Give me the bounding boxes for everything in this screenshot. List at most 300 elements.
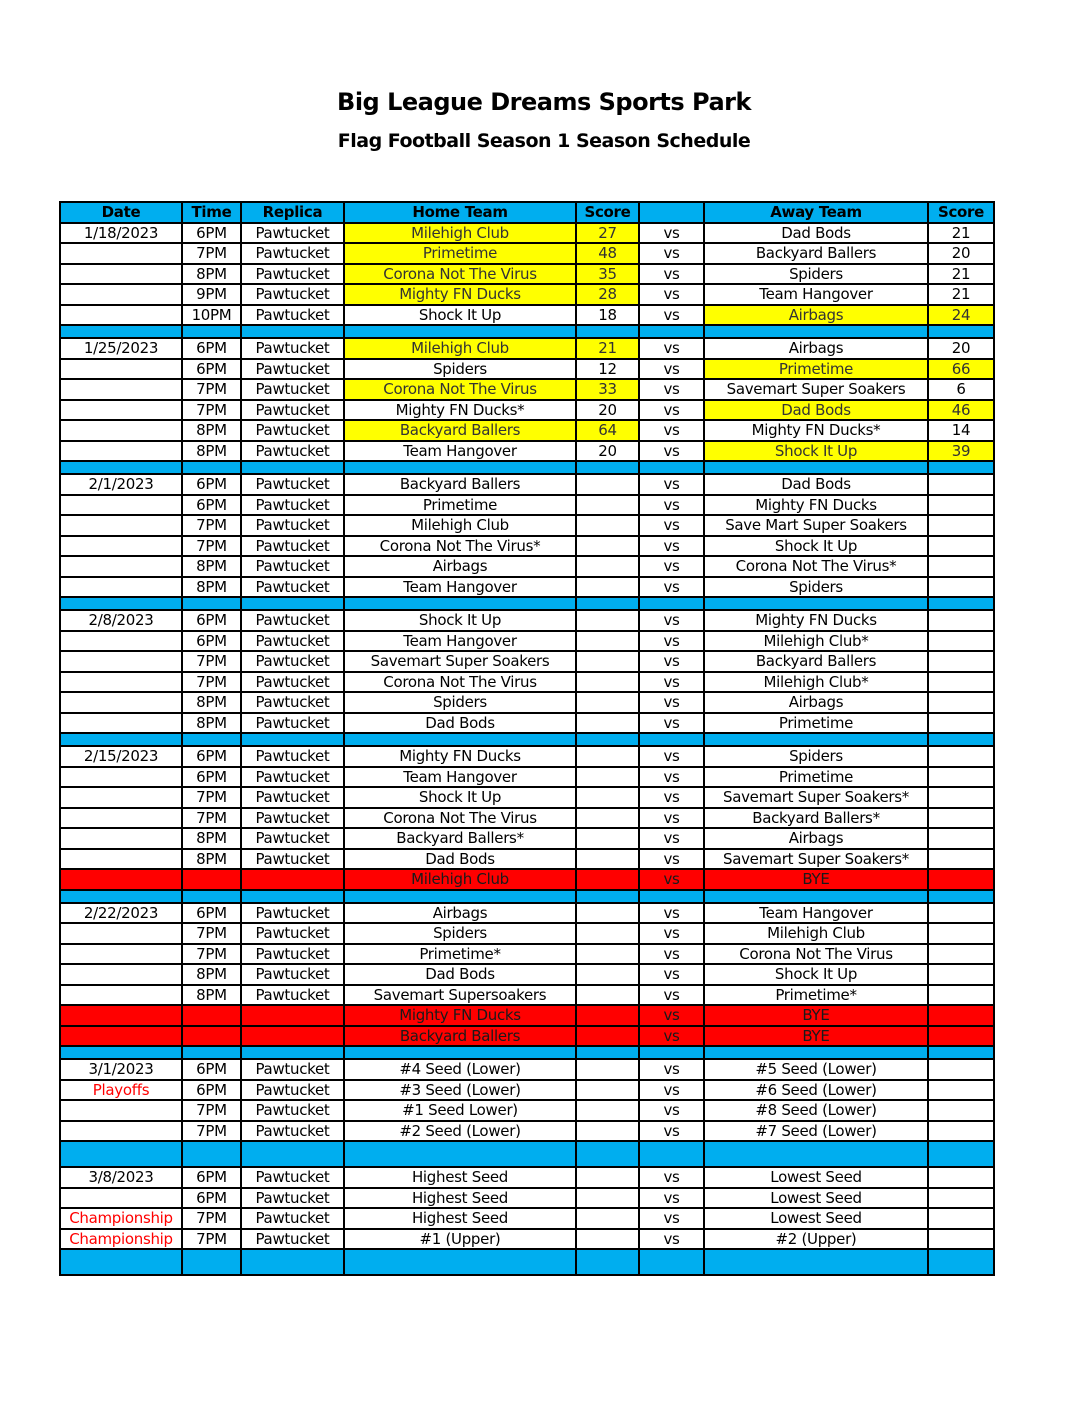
col-vs <box>639 202 704 223</box>
home-team-cell: Milehigh Club <box>344 869 576 890</box>
vs-cell: vs <box>639 441 704 462</box>
away-team-cell: #6 Seed (Lower) <box>704 1080 928 1101</box>
table-row <box>60 1121 994 1142</box>
vs-cell: vs <box>639 305 704 326</box>
home-score-cell: 21 <box>576 338 639 359</box>
date-cell <box>60 515 182 536</box>
home-score-cell <box>576 1026 639 1047</box>
away-team-cell: Airbags <box>704 305 928 326</box>
home-score-cell <box>576 610 639 631</box>
replica-cell: Pawtucket <box>241 1059 344 1080</box>
home-score-cell <box>576 808 639 829</box>
away-team-cell: Corona Not The Virus <box>704 944 928 965</box>
vs-cell: vs <box>639 1208 704 1229</box>
date-cell <box>60 985 182 1006</box>
away-team-cell: Dad Bods <box>704 474 928 495</box>
date-cell <box>60 849 182 870</box>
date-cell <box>60 767 182 788</box>
away-team-cell: Airbags <box>704 338 928 359</box>
time-cell: 6PM <box>182 1188 241 1209</box>
separator-cell <box>576 597 639 610</box>
date-cell <box>60 441 182 462</box>
separator-cell <box>60 461 182 474</box>
separator-cell <box>704 890 928 903</box>
date-cell <box>60 1026 182 1047</box>
vs-cell: vs <box>639 420 704 441</box>
away-team-cell: Lowest Seed <box>704 1208 928 1229</box>
away-team-cell: Save Mart Super Soakers <box>704 515 928 536</box>
away-team-cell: Airbags <box>704 828 928 849</box>
home-score-cell <box>576 631 639 652</box>
vs-cell: vs <box>639 284 704 305</box>
table-row <box>60 985 994 1006</box>
separator-row <box>60 597 994 610</box>
date-cell: Championship <box>60 1208 182 1229</box>
away-team-cell: Shock It Up <box>704 536 928 557</box>
home-score-cell: 27 <box>576 223 639 244</box>
home-score-cell <box>576 767 639 788</box>
table-row <box>60 305 994 326</box>
home-team-cell: Mighty FN Ducks* <box>344 400 576 421</box>
time-cell: 7PM <box>182 944 241 965</box>
table-row <box>60 420 994 441</box>
home-team-cell: Backyard Ballers <box>344 420 576 441</box>
home-score-cell: 12 <box>576 359 639 380</box>
replica-cell: Pawtucket <box>241 828 344 849</box>
replica-cell: Pawtucket <box>241 1100 344 1121</box>
separator-cell <box>639 597 704 610</box>
away-score-cell <box>928 808 994 829</box>
away-team-cell: Primetime <box>704 767 928 788</box>
vs-cell: vs <box>639 672 704 693</box>
time-cell: 7PM <box>182 923 241 944</box>
vs-cell: vs <box>639 1059 704 1080</box>
separator-cell <box>928 325 994 338</box>
away-team-cell: BYE <box>704 1005 928 1026</box>
separator-cell <box>704 461 928 474</box>
home-score-cell <box>576 474 639 495</box>
home-team-cell: Airbags <box>344 903 576 924</box>
date-cell <box>60 243 182 264</box>
time-cell: 7PM <box>182 1229 241 1250</box>
date-cell <box>60 692 182 713</box>
date-cell <box>60 264 182 285</box>
separator-cell <box>704 1046 928 1059</box>
away-score-cell <box>928 631 994 652</box>
home-team-cell: Airbags <box>344 556 576 577</box>
replica-cell <box>241 869 344 890</box>
home-team-cell: Highest Seed <box>344 1208 576 1229</box>
col-time: Time <box>182 202 241 223</box>
time-cell: 7PM <box>182 243 241 264</box>
replica-cell: Pawtucket <box>241 243 344 264</box>
home-score-cell <box>576 651 639 672</box>
table-row <box>60 631 994 652</box>
time-cell: 8PM <box>182 985 241 1006</box>
away-team-cell: Lowest Seed <box>704 1188 928 1209</box>
time-cell: 6PM <box>182 767 241 788</box>
time-cell: 7PM <box>182 808 241 829</box>
away-score-cell <box>928 828 994 849</box>
replica-cell: Pawtucket <box>241 1080 344 1101</box>
home-score-cell <box>576 1167 639 1188</box>
separator-cell <box>60 597 182 610</box>
away-team-cell: Spiders <box>704 577 928 598</box>
separator-cell <box>241 1141 344 1167</box>
away-score-cell <box>928 849 994 870</box>
date-cell <box>60 869 182 890</box>
away-team-cell: #8 Seed (Lower) <box>704 1100 928 1121</box>
home-score-cell <box>576 923 639 944</box>
away-score-cell <box>928 474 994 495</box>
vs-cell: vs <box>639 985 704 1006</box>
home-score-cell: 35 <box>576 264 639 285</box>
away-score-cell <box>928 923 994 944</box>
replica-cell: Pawtucket <box>241 903 344 924</box>
home-team-cell: Primetime <box>344 243 576 264</box>
col-away-team: Away Team <box>704 202 928 223</box>
time-cell: 8PM <box>182 692 241 713</box>
separator-cell <box>928 597 994 610</box>
separator-row <box>60 325 994 338</box>
time-cell: 6PM <box>182 359 241 380</box>
separator-cell <box>182 1249 241 1275</box>
vs-cell: vs <box>639 713 704 734</box>
separator-cell <box>241 1249 344 1275</box>
date-cell: 2/1/2023 <box>60 474 182 495</box>
vs-cell: vs <box>639 964 704 985</box>
home-team-cell: Backyard Ballers* <box>344 828 576 849</box>
away-score-cell <box>928 610 994 631</box>
home-team-cell: Backyard Ballers <box>344 474 576 495</box>
home-team-cell: Corona Not The Virus <box>344 264 576 285</box>
time-cell: 6PM <box>182 495 241 516</box>
time-cell: 6PM <box>182 1080 241 1101</box>
table-row <box>60 338 994 359</box>
separator-cell <box>182 890 241 903</box>
vs-cell: vs <box>639 264 704 285</box>
home-team-cell: #2 Seed (Lower) <box>344 1121 576 1142</box>
separator-row <box>60 890 994 903</box>
separator-cell <box>344 1046 576 1059</box>
separator-cell <box>60 733 182 746</box>
away-team-cell: Airbags <box>704 692 928 713</box>
table-row <box>60 577 994 598</box>
time-cell <box>182 1005 241 1026</box>
replica-cell: Pawtucket <box>241 556 344 577</box>
replica-cell: Pawtucket <box>241 651 344 672</box>
away-score-cell <box>928 1167 994 1188</box>
time-cell: 6PM <box>182 903 241 924</box>
away-score-cell: 24 <box>928 305 994 326</box>
date-cell <box>60 556 182 577</box>
vs-cell: vs <box>639 923 704 944</box>
away-score-cell <box>928 651 994 672</box>
separator-cell <box>928 1141 994 1167</box>
time-cell: 7PM <box>182 515 241 536</box>
away-score-cell: 21 <box>928 223 994 244</box>
away-team-cell: Mighty FN Ducks* <box>704 420 928 441</box>
table-row <box>60 1188 994 1209</box>
separator-cell <box>576 1249 639 1275</box>
separator-cell <box>241 461 344 474</box>
home-score-cell <box>576 1188 639 1209</box>
replica-cell: Pawtucket <box>241 400 344 421</box>
away-team-cell: Shock It Up <box>704 964 928 985</box>
time-cell: 8PM <box>182 577 241 598</box>
replica-cell: Pawtucket <box>241 849 344 870</box>
home-score-cell: 28 <box>576 284 639 305</box>
separator-row <box>60 1046 994 1059</box>
time-cell: 7PM <box>182 1121 241 1142</box>
time-cell: 6PM <box>182 1059 241 1080</box>
away-team-cell: BYE <box>704 1026 928 1047</box>
separator-cell <box>928 1249 994 1275</box>
away-team-cell: Milehigh Club* <box>704 631 928 652</box>
home-team-cell: Highest Seed <box>344 1188 576 1209</box>
home-team-cell: Dad Bods <box>344 964 576 985</box>
separator-cell <box>182 597 241 610</box>
table-row <box>60 964 994 985</box>
vs-cell: vs <box>639 223 704 244</box>
home-team-cell: Team Hangover <box>344 767 576 788</box>
date-cell <box>60 672 182 693</box>
table-row <box>60 474 994 495</box>
separator-cell <box>639 1249 704 1275</box>
col-away-score: Score <box>928 202 994 223</box>
away-score-cell <box>928 556 994 577</box>
table-row <box>60 1229 994 1250</box>
table-row <box>60 944 994 965</box>
away-score-cell: 21 <box>928 264 994 285</box>
vs-cell: vs <box>639 243 704 264</box>
replica-cell: Pawtucket <box>241 787 344 808</box>
replica-cell: Pawtucket <box>241 495 344 516</box>
home-score-cell <box>576 495 639 516</box>
date-cell: 1/18/2023 <box>60 223 182 244</box>
away-score-cell <box>928 746 994 767</box>
col-home-score: Score <box>576 202 639 223</box>
away-score-cell <box>928 1229 994 1250</box>
separator-cell <box>576 890 639 903</box>
vs-cell: vs <box>639 808 704 829</box>
separator-cell <box>704 1249 928 1275</box>
away-team-cell: Milehigh Club <box>704 923 928 944</box>
away-score-cell: 39 <box>928 441 994 462</box>
vs-cell: vs <box>639 944 704 965</box>
replica-cell: Pawtucket <box>241 610 344 631</box>
vs-cell: vs <box>639 651 704 672</box>
away-team-cell: Savemart Super Soakers* <box>704 849 928 870</box>
away-team-cell: Team Hangover <box>704 903 928 924</box>
separator-cell <box>576 1046 639 1059</box>
col-replica: Replica <box>241 202 344 223</box>
col-home-team: Home Team <box>344 202 576 223</box>
replica-cell: Pawtucket <box>241 692 344 713</box>
home-score-cell: 20 <box>576 400 639 421</box>
away-score-cell <box>928 767 994 788</box>
home-team-cell: #3 Seed (Lower) <box>344 1080 576 1101</box>
separator-cell <box>928 890 994 903</box>
home-score-cell <box>576 869 639 890</box>
replica-cell: Pawtucket <box>241 359 344 380</box>
time-cell: 8PM <box>182 849 241 870</box>
time-cell: 7PM <box>182 400 241 421</box>
table-row <box>60 828 994 849</box>
time-cell: 6PM <box>182 746 241 767</box>
separator-cell <box>704 597 928 610</box>
home-team-cell: #4 Seed (Lower) <box>344 1059 576 1080</box>
away-score-cell <box>928 1026 994 1047</box>
vs-cell: vs <box>639 359 704 380</box>
home-score-cell: 20 <box>576 441 639 462</box>
col-date: Date <box>60 202 182 223</box>
separator-cell <box>241 325 344 338</box>
time-cell: 8PM <box>182 441 241 462</box>
home-score-cell <box>576 1059 639 1080</box>
vs-cell: vs <box>639 787 704 808</box>
separator-cell <box>241 890 344 903</box>
separator-cell <box>576 733 639 746</box>
table-row <box>60 284 994 305</box>
away-team-cell: Spiders <box>704 264 928 285</box>
home-score-cell <box>576 1208 639 1229</box>
away-team-cell: #7 Seed (Lower) <box>704 1121 928 1142</box>
away-score-cell <box>928 1080 994 1101</box>
table-row <box>60 787 994 808</box>
home-team-cell: #1 Seed Lower) <box>344 1100 576 1121</box>
home-score-cell <box>576 1080 639 1101</box>
away-score-cell <box>928 672 994 693</box>
vs-cell: vs <box>639 577 704 598</box>
table-row <box>60 692 994 713</box>
time-cell: 9PM <box>182 284 241 305</box>
replica-cell: Pawtucket <box>241 264 344 285</box>
away-score-cell <box>928 1100 994 1121</box>
away-score-cell <box>928 577 994 598</box>
schedule-table <box>59 201 995 1276</box>
home-team-cell: Team Hangover <box>344 577 576 598</box>
vs-cell: vs <box>639 631 704 652</box>
table-row <box>60 1208 994 1229</box>
away-team-cell: Spiders <box>704 746 928 767</box>
home-score-cell <box>576 536 639 557</box>
away-team-cell: Backyard Ballers <box>704 651 928 672</box>
time-cell: 6PM <box>182 338 241 359</box>
home-team-cell: Primetime* <box>344 944 576 965</box>
date-cell: 2/22/2023 <box>60 903 182 924</box>
vs-cell: vs <box>639 1229 704 1250</box>
away-score-cell <box>928 903 994 924</box>
separator-cell <box>704 733 928 746</box>
date-cell <box>60 964 182 985</box>
replica-cell: Pawtucket <box>241 1208 344 1229</box>
home-team-cell: Milehigh Club <box>344 515 576 536</box>
away-team-cell: Savemart Super Soakers* <box>704 787 928 808</box>
vs-cell: vs <box>639 1080 704 1101</box>
time-cell: 6PM <box>182 610 241 631</box>
away-team-cell: Backyard Ballers* <box>704 808 928 829</box>
table-row <box>60 264 994 285</box>
replica-cell: Pawtucket <box>241 1167 344 1188</box>
time-cell: 8PM <box>182 264 241 285</box>
date-cell <box>60 944 182 965</box>
separator-cell <box>639 461 704 474</box>
home-score-cell <box>576 556 639 577</box>
replica-cell: Pawtucket <box>241 1121 344 1142</box>
separator-cell <box>639 325 704 338</box>
separator-cell <box>704 325 928 338</box>
vs-cell: vs <box>639 379 704 400</box>
time-cell: 7PM <box>182 536 241 557</box>
date-cell: 2/15/2023 <box>60 746 182 767</box>
time-cell: 7PM <box>182 672 241 693</box>
away-team-cell: Savemart Super Soakers <box>704 379 928 400</box>
date-cell <box>60 1005 182 1026</box>
home-team-cell: #1 (Upper) <box>344 1229 576 1250</box>
away-team-cell: Mighty FN Ducks <box>704 610 928 631</box>
home-score-cell <box>576 964 639 985</box>
replica-cell: Pawtucket <box>241 338 344 359</box>
home-score-cell <box>576 849 639 870</box>
time-cell: 8PM <box>182 420 241 441</box>
table-row <box>60 903 994 924</box>
home-score-cell: 64 <box>576 420 639 441</box>
vs-cell: vs <box>639 903 704 924</box>
time-cell <box>182 1026 241 1047</box>
date-cell: 2/8/2023 <box>60 610 182 631</box>
replica-cell <box>241 1005 344 1026</box>
date-cell <box>60 828 182 849</box>
time-cell: 8PM <box>182 964 241 985</box>
away-team-cell: Primetime <box>704 359 928 380</box>
separator-cell <box>576 1141 639 1167</box>
table-row <box>60 767 994 788</box>
replica-cell: Pawtucket <box>241 305 344 326</box>
separator-cell <box>60 1249 182 1275</box>
replica-cell: Pawtucket <box>241 441 344 462</box>
vs-cell: vs <box>639 1167 704 1188</box>
away-team-cell: Mighty FN Ducks <box>704 495 928 516</box>
table-row <box>60 651 994 672</box>
vs-cell: vs <box>639 1026 704 1047</box>
separator-cell <box>60 890 182 903</box>
vs-cell: vs <box>639 1100 704 1121</box>
away-score-cell <box>928 692 994 713</box>
replica-cell: Pawtucket <box>241 808 344 829</box>
bye-row <box>60 1005 994 1026</box>
home-team-cell: Corona Not The Virus <box>344 672 576 693</box>
home-score-cell <box>576 1005 639 1026</box>
separator-cell <box>60 1046 182 1059</box>
replica-cell: Pawtucket <box>241 223 344 244</box>
date-cell <box>60 359 182 380</box>
home-team-cell: Shock It Up <box>344 305 576 326</box>
separator-cell <box>344 1141 576 1167</box>
time-cell: 7PM <box>182 379 241 400</box>
date-cell <box>60 284 182 305</box>
table-row <box>60 441 994 462</box>
replica-cell: Pawtucket <box>241 672 344 693</box>
home-score-cell: 48 <box>576 243 639 264</box>
vs-cell: vs <box>639 495 704 516</box>
replica-cell: Pawtucket <box>241 1229 344 1250</box>
vs-cell: vs <box>639 1188 704 1209</box>
home-team-cell: Highest Seed <box>344 1167 576 1188</box>
table-row <box>60 672 994 693</box>
away-team-cell: Team Hangover <box>704 284 928 305</box>
replica-cell: Pawtucket <box>241 420 344 441</box>
